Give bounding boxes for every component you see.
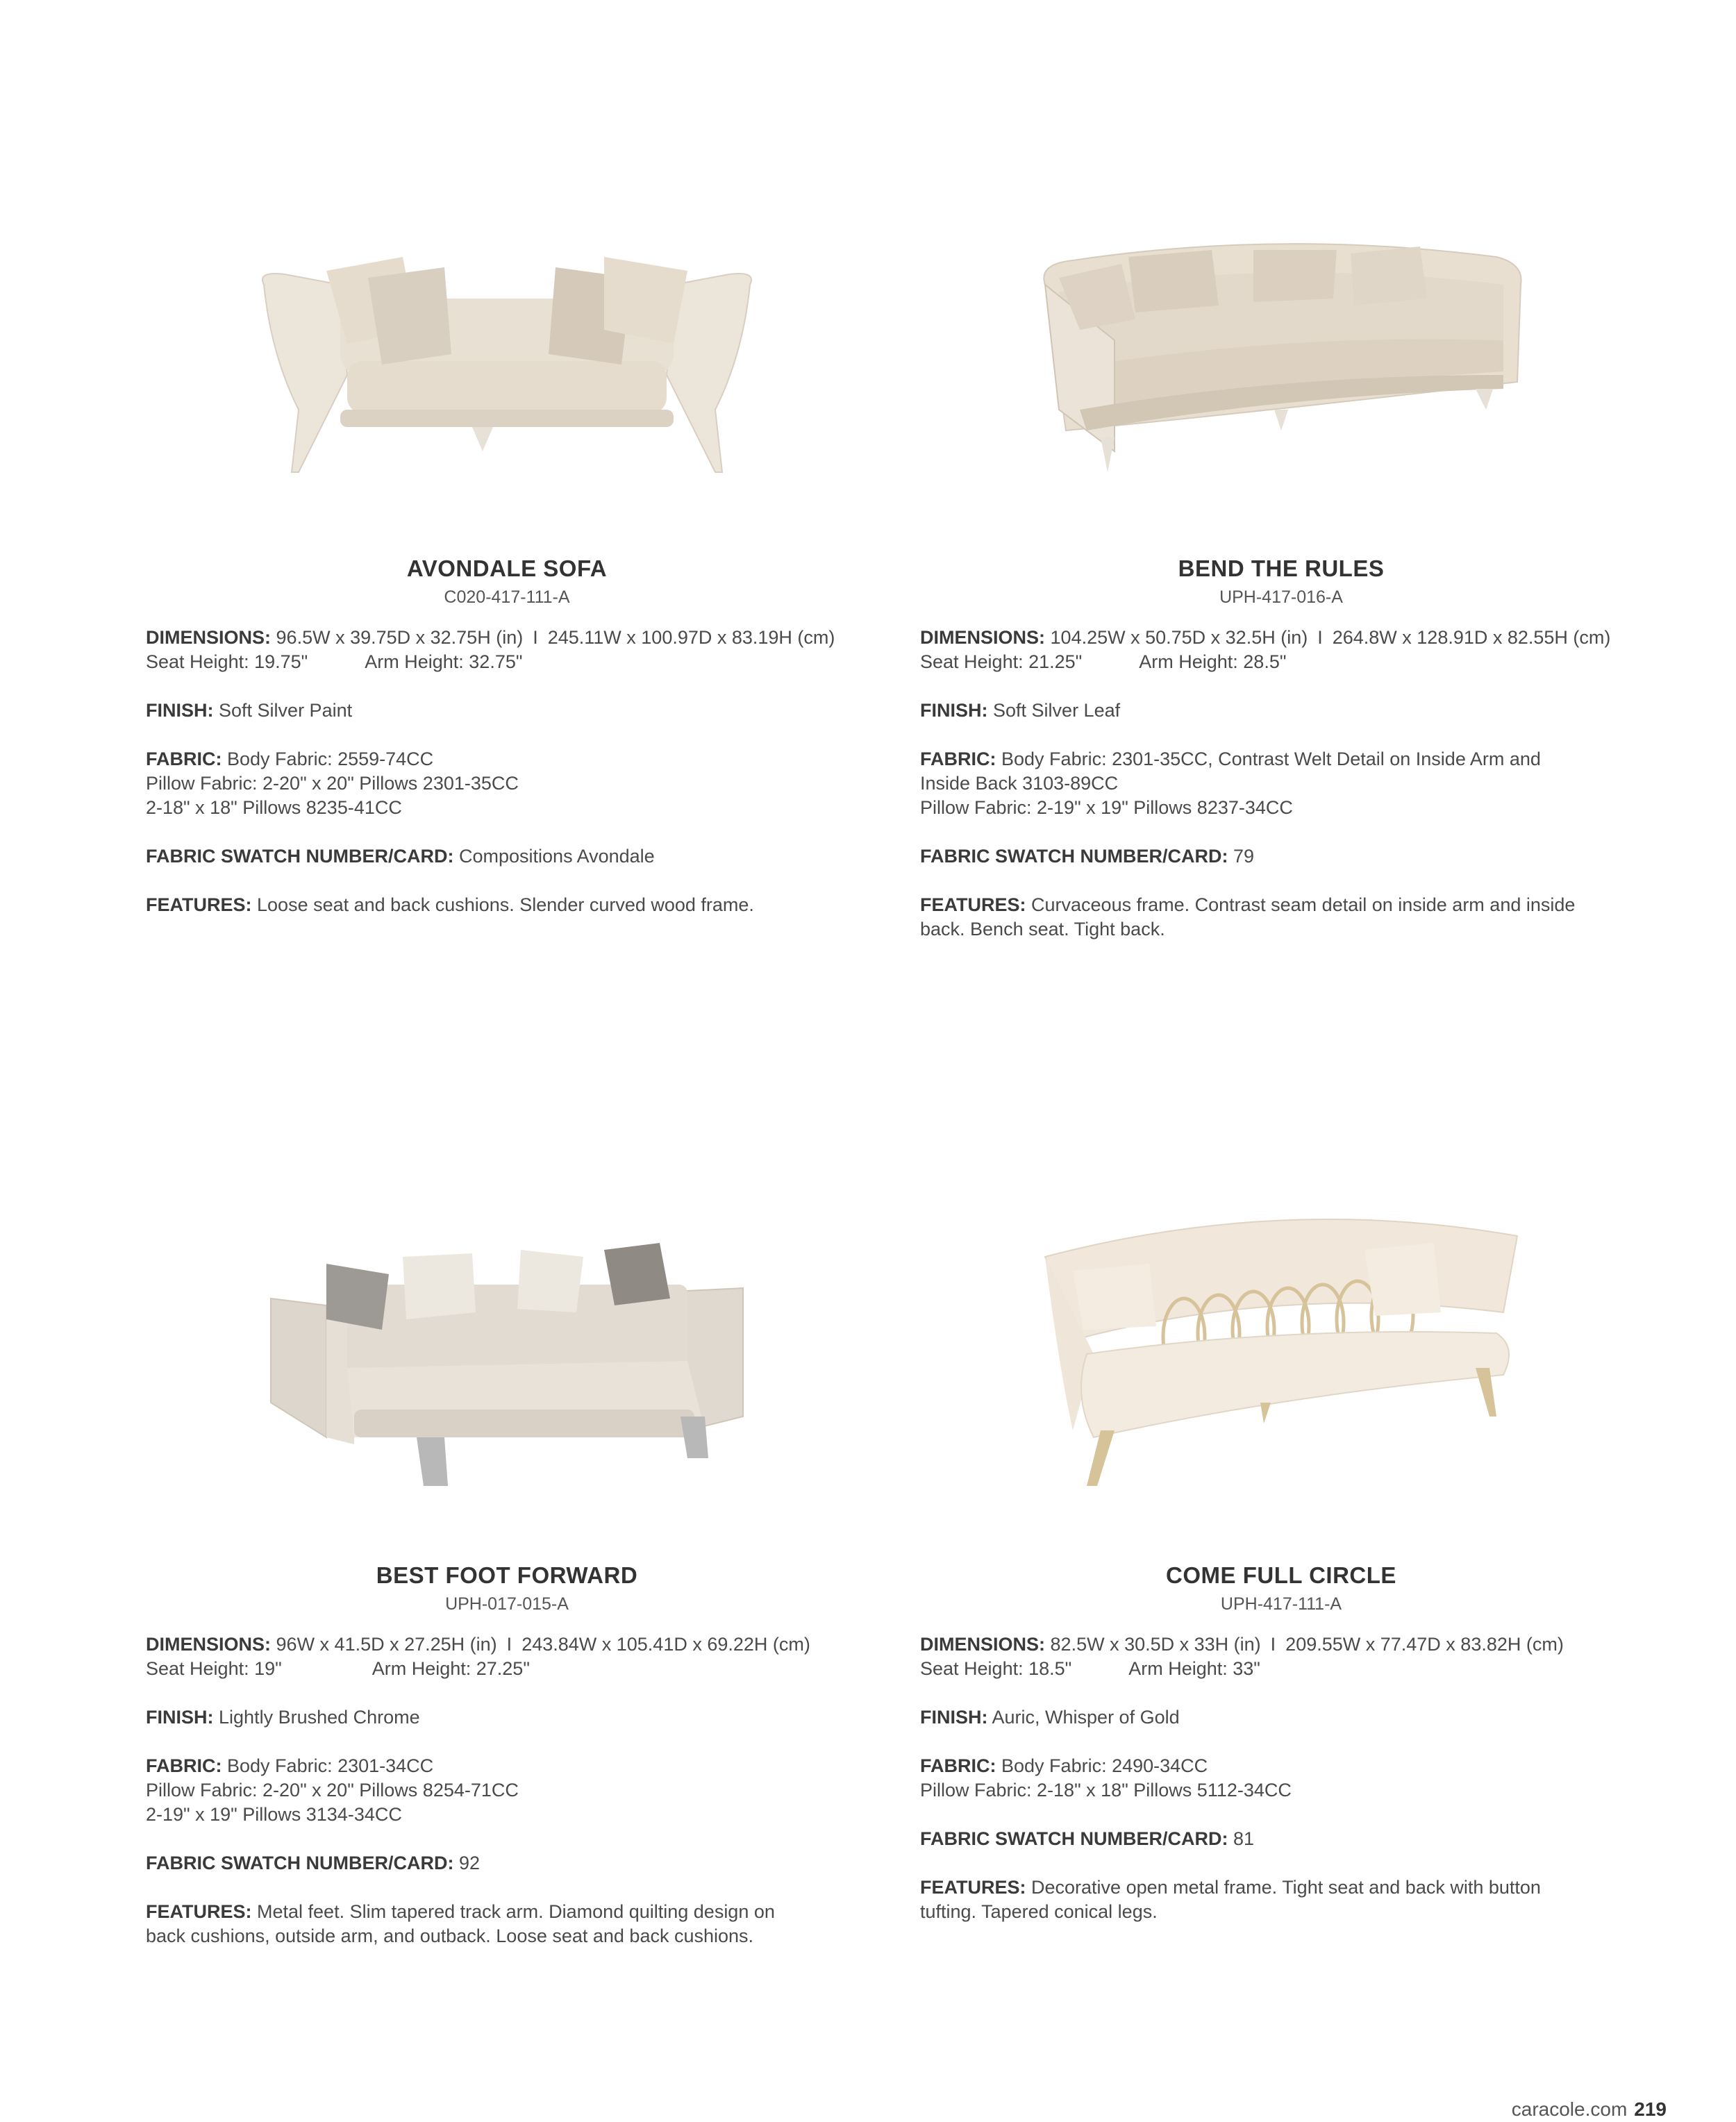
features-block — [146, 1900, 868, 1948]
swatch-block — [920, 844, 1642, 869]
dimensions-block — [146, 1632, 868, 1681]
dimensions-cm: 243.84W x 105.41D x 69.22H (cm) — [521, 1634, 810, 1655]
product-sku: C020-417-111-A — [444, 587, 570, 607]
fabric-line: Pillow Fabric: 2-18" x 18" Pillows 5112-34CC — [920, 1780, 1292, 1801]
fabric-label: FABRIC: — [920, 749, 996, 769]
features-line: Loose seat and back cushions. Slender curved wood frame. — [257, 894, 754, 915]
finish-value: Soft Silver Paint — [219, 700, 353, 721]
features-label: FEATURES: — [920, 894, 1026, 915]
finish-block — [920, 1705, 1642, 1730]
fabric-line: Pillow Fabric: 2-20" x 20" Pillows 2301-35CC — [146, 773, 519, 794]
arm-height: Arm Height: 28.5" — [1139, 651, 1287, 672]
fabric-block — [146, 1754, 868, 1827]
arm-height: Arm Height: 33" — [1128, 1658, 1260, 1679]
product-card-come-full-circle — [920, 1208, 1642, 1948]
sofa-icon — [1017, 201, 1545, 528]
dimensions-label: DIMENSIONS: — [146, 627, 272, 648]
features-label: FEATURES: — [146, 894, 252, 915]
dimensions-label: DIMENSIONS: — [920, 627, 1046, 648]
dimensions-cm: 245.11W x 100.97D x 83.19H (cm) — [547, 627, 835, 648]
site-link[interactable]: caracole.com — [1511, 2098, 1628, 2120]
sofa-icon — [243, 201, 771, 528]
product-card-avondale — [146, 201, 868, 942]
seat-height: Seat Height: 19" — [146, 1658, 282, 1679]
product-sku: UPH-417-016-A — [1219, 587, 1343, 607]
fabric-line: Inside Back 3103-89CC — [920, 773, 1119, 794]
features-line: Metal feet. Slim tapered track arm. Diamond quilting design on — [257, 1901, 775, 1922]
product-card-bend-the-rules — [920, 201, 1642, 966]
features-line: back. Bench seat. Tight back. — [920, 919, 1165, 939]
features-line: tufting. Tapered conical legs. — [920, 1901, 1158, 1922]
product-specs — [146, 1632, 868, 1948]
fabric-block — [920, 747, 1642, 820]
seat-height: Seat Height: 19.75" — [146, 651, 308, 672]
finish-block — [920, 699, 1642, 723]
swatch-value: 81 — [1233, 1828, 1255, 1849]
swatch-label: FABRIC SWATCH NUMBER/CARD: — [920, 846, 1228, 867]
finish-label: FINISH: — [920, 1707, 988, 1728]
separator: I — [1270, 1634, 1276, 1655]
finish-label: FINISH: — [146, 700, 214, 721]
dimensions-block — [920, 1632, 1642, 1681]
fabric-line: 2-19" x 19" Pillows 3134-34CC — [146, 1804, 402, 1825]
features-block — [146, 893, 868, 917]
finish-block — [146, 1705, 868, 1730]
product-title: AVONDALE SOFA — [406, 555, 608, 581]
swatch-block — [920, 1827, 1642, 1851]
dimensions-label: DIMENSIONS: — [920, 1634, 1046, 1655]
product-specs — [920, 1632, 1642, 1924]
separator: I — [533, 627, 538, 648]
dimensions-block — [920, 626, 1642, 674]
product-title: BEND THE RULES — [1178, 555, 1385, 581]
page-footer — [1512, 2098, 1667, 2121]
product-title: COME FULL CIRCLE — [1166, 1562, 1396, 1588]
dimensions-block — [146, 626, 868, 674]
dimensions-cm: 264.8W x 128.91D x 82.55H (cm) — [1332, 627, 1611, 648]
product-photo — [146, 201, 868, 528]
swatch-block — [146, 844, 868, 869]
fabric-block — [920, 1754, 1642, 1803]
finish-value: Lightly Brushed Chrome — [219, 1707, 420, 1728]
fabric-label: FABRIC: — [146, 1755, 222, 1776]
swatch-block — [146, 1851, 868, 1875]
swatch-label: FABRIC SWATCH NUMBER/CARD: — [146, 1853, 454, 1873]
product-sku: UPH-017-015-A — [445, 1594, 569, 1614]
sofa-icon — [1017, 1208, 1545, 1535]
features-label: FEATURES: — [920, 1877, 1026, 1898]
fabric-line: Body Fabric: 2490-34CC — [1001, 1755, 1208, 1776]
swatch-value: 79 — [1233, 846, 1255, 867]
dimensions-in: 96W x 41.5D x 27.25H (in) — [276, 1634, 497, 1655]
fabric-line: Body Fabric: 2301-35CC, Contrast Welt Detail on Inside Arm and — [1001, 749, 1541, 769]
separator: I — [506, 1634, 512, 1655]
dimensions-in: 82.5W x 30.5D x 33H (in) — [1050, 1634, 1261, 1655]
finish-label: FINISH: — [146, 1707, 214, 1728]
finish-block — [146, 699, 868, 723]
dimensions-cm: 209.55W x 77.47D x 83.82H (cm) — [1285, 1634, 1564, 1655]
dimensions-in: 96.5W x 39.75D x 32.75H (in) — [276, 627, 524, 648]
fabric-line: Body Fabric: 2301-34CC — [227, 1755, 434, 1776]
separator: I — [1317, 627, 1323, 648]
features-block — [920, 893, 1642, 942]
product-title: BEST FOOT FORWARD — [376, 1562, 638, 1588]
features-label: FEATURES: — [146, 1901, 252, 1922]
seat-height: Seat Height: 18.5" — [920, 1658, 1072, 1679]
fabric-label: FABRIC: — [920, 1755, 996, 1776]
features-block — [920, 1875, 1642, 1924]
dimensions-label: DIMENSIONS: — [146, 1634, 272, 1655]
fabric-line: Pillow Fabric: 2-19" x 19" Pillows 8237-34CC — [920, 797, 1293, 818]
product-photo — [146, 1208, 868, 1535]
page-number: 219 — [1634, 2098, 1667, 2120]
product-specs — [146, 626, 868, 917]
product-photo — [920, 1208, 1642, 1535]
arm-height: Arm Height: 27.25" — [372, 1658, 530, 1679]
fabric-block — [146, 747, 868, 820]
features-line: Curvaceous frame. Contrast seam detail on inside arm and inside — [1031, 894, 1576, 915]
fabric-line: 2-18" x 18" Pillows 8235-41CC — [146, 797, 402, 818]
sofa-icon — [243, 1208, 771, 1535]
fabric-label: FABRIC: — [146, 749, 222, 769]
finish-value: Auric, Whisper of Gold — [992, 1707, 1180, 1728]
dimensions-in: 104.25W x 50.75D x 32.5H (in) — [1050, 627, 1308, 648]
swatch-value: 92 — [459, 1853, 481, 1873]
swatch-value: Compositions Avondale — [459, 846, 655, 867]
fabric-line: Pillow Fabric: 2-20" x 20" Pillows 8254-71CC — [146, 1780, 519, 1801]
features-line: Decorative open metal frame. Tight seat and back with button — [1031, 1877, 1541, 1898]
fabric-line: Body Fabric: 2559-74CC — [227, 749, 434, 769]
finish-label: FINISH: — [920, 700, 988, 721]
product-card-best-foot-forward — [146, 1208, 868, 1973]
product-sku: UPH-417-111-A — [1220, 1594, 1342, 1614]
swatch-label: FABRIC SWATCH NUMBER/CARD: — [146, 846, 454, 867]
finish-value: Soft Silver Leaf — [993, 700, 1121, 721]
seat-height: Seat Height: 21.25" — [920, 651, 1083, 672]
arm-height: Arm Height: 32.75" — [365, 651, 523, 672]
product-photo — [920, 201, 1642, 528]
product-specs — [920, 626, 1642, 942]
swatch-label: FABRIC SWATCH NUMBER/CARD: — [920, 1828, 1228, 1849]
features-line: back cushions, outside arm, and outback. Loose seat and back cushions. — [146, 1925, 754, 1946]
